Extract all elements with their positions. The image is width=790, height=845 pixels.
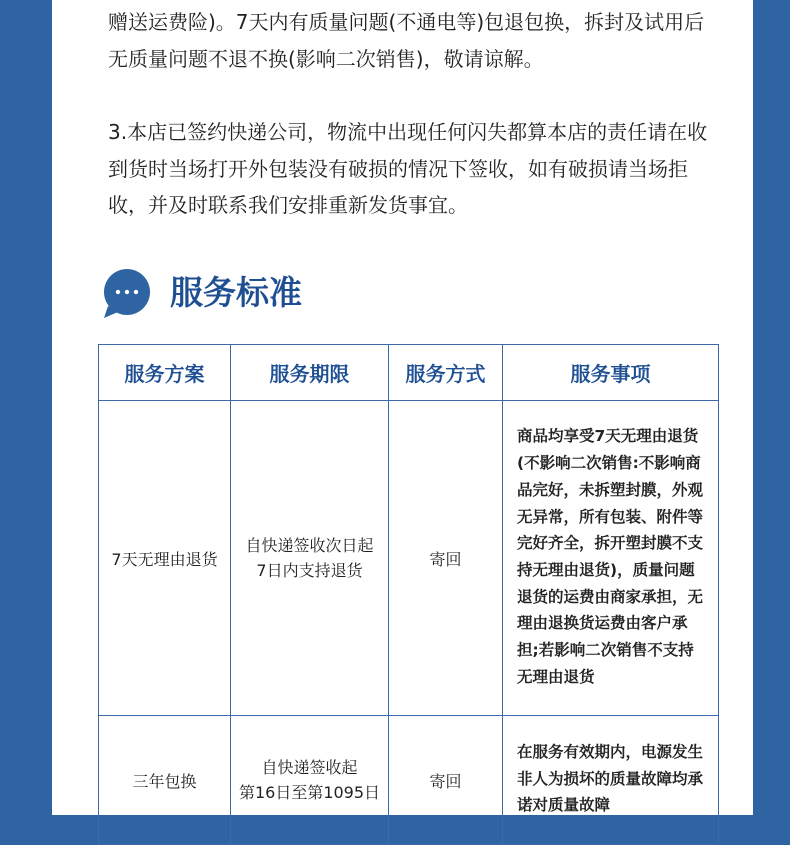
section-title: 服务标准 xyxy=(170,273,302,312)
header-period: 服务期限 xyxy=(231,345,389,401)
speech-bubble-icon xyxy=(102,268,152,320)
cell-method: 寄回 xyxy=(389,401,503,716)
service-standard-table xyxy=(98,344,719,845)
cell-period xyxy=(231,716,389,845)
table-header-row xyxy=(99,345,719,401)
table-row xyxy=(99,716,719,845)
policy-paragraph-2: 3.本店已签约快递公司，物流中出现任何闪失都算本店的责任请在收到货时当场打开外包装没有破损的情况下签收，如有破损请当场拒收，并及时联系我们安排重新发货事宜。 xyxy=(108,120,708,217)
header-method: 服务方式 xyxy=(389,345,503,401)
period-line-1: 自快递签收次日起 xyxy=(245,536,374,555)
section-header xyxy=(102,268,502,320)
table-row xyxy=(99,401,719,716)
header-items: 服务事项 xyxy=(503,345,719,401)
policy-page xyxy=(52,0,753,815)
cell-items: 在服务有效期内，电源发生非人为损坏的质量故障均承诺对质量故障 xyxy=(503,716,719,845)
cell-method: 寄回 xyxy=(389,716,503,845)
policy-paragraph-1: 赠送运费险)。7天内有质量问题(不通电等)包退包换，拆封及试用后无质量问题不退不换(影响二次销售)，敬请谅解。 xyxy=(108,10,705,71)
cell-plan: 7天无理由退货 xyxy=(99,401,231,716)
cell-period xyxy=(231,401,389,716)
period-line-1: 自快递签收起 xyxy=(261,758,358,777)
cell-plan: 三年包换 xyxy=(99,716,231,845)
header-plan: 服务方案 xyxy=(99,345,231,401)
period-line-2: 第16日至第1095日 xyxy=(238,783,381,802)
cell-items: 商品均享受7天无理由退货(不影响二次销售:不影响商品完好，未拆塑封膜，外观无异常，所有包装、附件等完好齐全，拆开塑封膜不支持无理由退货)，质量问题退货的运费由商家承担，无理由退换货运费由客户承担;若影响二次销售不支持无理由退货 xyxy=(503,401,719,716)
period-line-2: 7日内支持退货 xyxy=(256,561,363,580)
